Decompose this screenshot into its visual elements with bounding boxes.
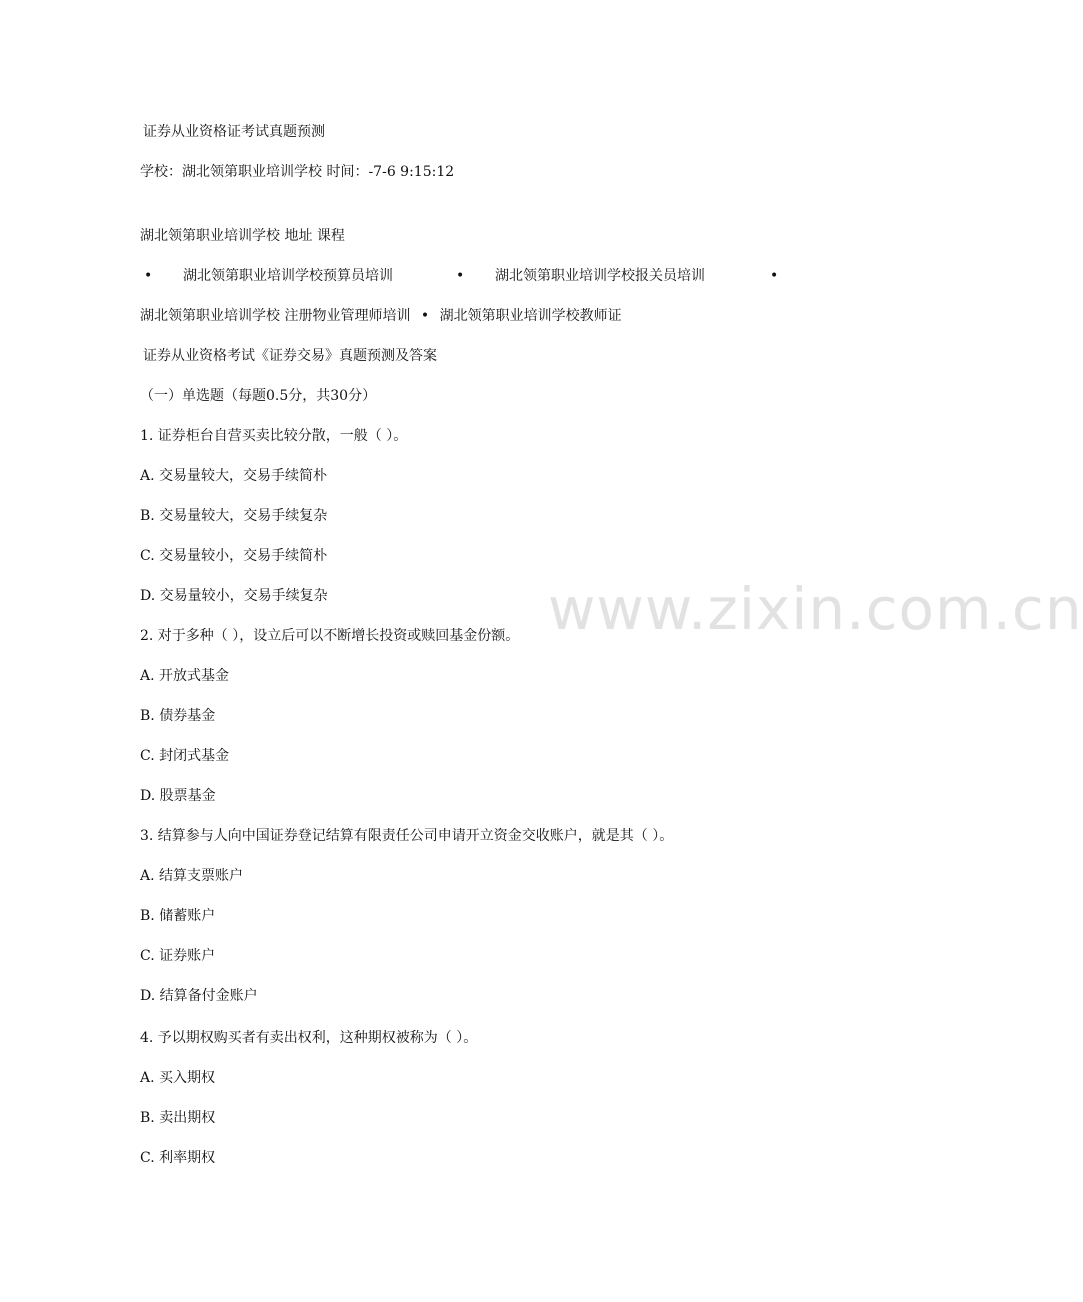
question-stem: 3. 结算参与人向中国证券登记结算有限责任公司申请开立资金交收账户，就是其（ ）。 xyxy=(140,828,674,844)
bullet-marker: • xyxy=(420,308,430,324)
question-stem: 2. 对于多种（ ），设立后可以不断增长投资或赎回基金份额。 xyxy=(140,628,520,644)
course-bullet-row xyxy=(140,266,780,286)
question-stem: 4. 予以期权购买者有卖出权利，这种期权被称为（ ）。 xyxy=(140,1030,478,1046)
question-option: C. 证券账户 xyxy=(140,948,216,964)
question-option: C. 交易量较小，交易手续简朴 xyxy=(140,548,328,564)
course-item[interactable]: 湖北领第职业培训学校 注册物业管理师培训 xyxy=(140,308,411,324)
question-option: D. 股票基金 xyxy=(140,788,216,804)
course-item[interactable]: 湖北领第职业培训学校预算员培训 xyxy=(183,268,393,284)
bullet-marker: • xyxy=(144,268,153,284)
course-bullet-row-2 xyxy=(140,306,622,326)
bullet-marker: • xyxy=(770,268,779,284)
question-option: D. 结算备付金账户 xyxy=(140,988,258,1004)
question-option: A. 开放式基金 xyxy=(140,668,230,684)
question-option: A. 交易量较大，交易手续简朴 xyxy=(140,468,328,484)
bullet-marker: • xyxy=(456,268,465,284)
document-title: 证券从业资格证考试真题预测 xyxy=(143,124,325,140)
question-option: C. 封闭式基金 xyxy=(140,748,230,764)
question-option: B. 卖出期权 xyxy=(140,1110,216,1126)
question-option: B. 债券基金 xyxy=(140,708,216,724)
question-stem: 1. 证券柜台自营买卖比较分散，一般（ ）。 xyxy=(140,428,408,444)
section-heading: （一）单选题（每题0.5分，共30分） xyxy=(140,388,377,404)
question-option: A. 结算支票账户 xyxy=(140,868,244,884)
course-item[interactable]: 湖北领第职业培训学校报关员培训 xyxy=(495,268,705,284)
question-option: D. 交易量较小，交易手续复杂 xyxy=(140,588,328,604)
exam-title: 证券从业资格考试《证券交易》真题预测及答案 xyxy=(143,348,437,364)
question-option: C. 利率期权 xyxy=(140,1150,216,1166)
school-time-line: 学校：湖北领第职业培训学校 时间：-7-6 9:15:12 xyxy=(140,164,455,180)
question-option: B. 交易量较大，交易手续复杂 xyxy=(140,508,328,524)
question-option: B. 储蓄账户 xyxy=(140,908,216,924)
courses-heading: 湖北领第职业培训学校 地址 课程 xyxy=(140,228,345,244)
course-item[interactable]: 湖北领第职业培训学校教师证 xyxy=(439,308,622,324)
watermark: www.zixin.com.cn xyxy=(548,575,1083,643)
question-option: A. 买入期权 xyxy=(140,1070,216,1086)
